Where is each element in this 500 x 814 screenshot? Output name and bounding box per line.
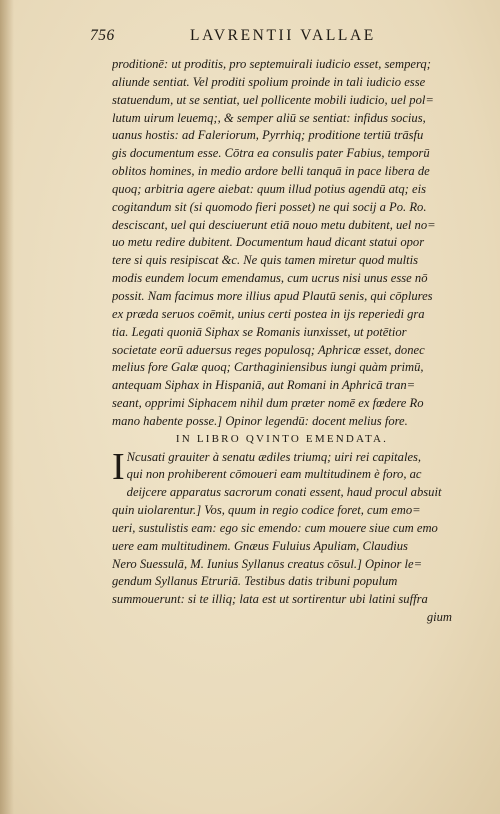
text-line: tere si quis resipiscat &c. Ne quis tamen miretur quod multis (112, 253, 419, 268)
text-line: quin uiolarentur.] Vos, quum in regio codice foret, cum emo= (112, 503, 421, 518)
text-line: proditionē: ut proditis, pro septemuirali iudicio esset, semperq; (112, 57, 431, 71)
running-title: LAVRENTII VALLAE (190, 27, 376, 44)
paragraph-2 (112, 445, 452, 610)
paragraph-1 (112, 56, 452, 431)
text-line: Ncusati grauiter à senatu ædiles triumq; uiri rei capitales, (126, 449, 422, 464)
body-text (112, 56, 452, 627)
text-line: gendum Syllanus Etruriā. Testibus datis tribuni populum (112, 574, 398, 589)
text-line: modis eundem locum emendamus, cum ucrus nisi unus esse nō (112, 271, 428, 286)
section-heading: IN LIBRO QVINTO EMENDATA. (175, 432, 389, 445)
text-line: ex præda seruos coēmit, unius certi postea in ijs reperiedi gra (112, 306, 425, 321)
page-header (90, 27, 450, 49)
text-line: uere eam multitudinem. Gnæus Fuluius Apuliam, Claudius (112, 538, 408, 553)
text-line: mano habente posse.] Opinor legendū: docent melius fore. (112, 413, 408, 428)
text-line: cogitandum sit (si quomodo fieri posset) ne qui socij a Po. Ro. (112, 199, 427, 214)
page-number: 756 (90, 27, 115, 44)
text-line: societate eorū aduersus reges populosq; Aphricæ esset, donec (112, 342, 425, 357)
text-line: quoq; arbitria agere aiebat: quum illud potius agendū atq; eis (112, 181, 427, 196)
text-line: desciscant, uel qui desciuerunt etiā nouo metu dubitent, uel no= (112, 217, 436, 232)
text-line: seant, opprimi Siphacem nihil dum præter nomē ex fœdere Ro (112, 396, 424, 411)
text-line: gis documentum esse. Cōtra ea consulis pater Fabius, temporū (112, 146, 430, 161)
text-line: melius fore Galæ quoq; Carthaginiensibus iungi quàm primū, (112, 360, 424, 375)
text-line: possit. Nam facimus more illius apud Plautū senis, qui cōplures (112, 288, 433, 303)
drop-cap: I (112, 445, 125, 488)
text-line: ueri, sustulistis eam: ego sic emendo: cum mouere siue cum emo (112, 520, 438, 535)
text-line: uanus hostis: ad Faleriorum, Pyrrhiq; proditione tertiū trāsfu (112, 128, 424, 143)
text-line: lutum uirum leuemq;, & semper aliū se sentiat: infidus socius, (112, 110, 426, 125)
text-line: Nero Suessulā, M. Iunius Syllanus creatus cōsul.] Opinor le= (112, 556, 423, 571)
text-line: summouerunt: si te illiq; lata est ut sortirentur ubi latini suffra (112, 592, 428, 607)
text-line: antequam Siphax in Hispaniā, aut Romani in Aphricā tran= (112, 378, 416, 393)
text-line: deijcere apparatus sacrorum conati essent, haud procul absuit (126, 485, 442, 500)
text-line: aliunde sentiat. Vel proditi spolium proinde in tali iudicio esse (112, 74, 426, 89)
text-line: uo metu redire dubitent. Documentum haud dicant statui opor (112, 235, 425, 250)
text-line: oblitos homines, in medio ardore belli tanquā in pace libera de (112, 164, 430, 179)
page-gutter-shadow (0, 0, 14, 814)
catchword: gium (426, 610, 452, 625)
text-line: tia. Legati quoniā Siphax se Romanis iunxisset, ut potētior (112, 324, 407, 339)
text-line: qui non prohiberent cōmoueri eam multitudinem è foro, ac (126, 467, 422, 482)
text-line: statuendum, ut se sentiat, uel pollicente mobili iudicio, uel pol= (112, 92, 434, 107)
